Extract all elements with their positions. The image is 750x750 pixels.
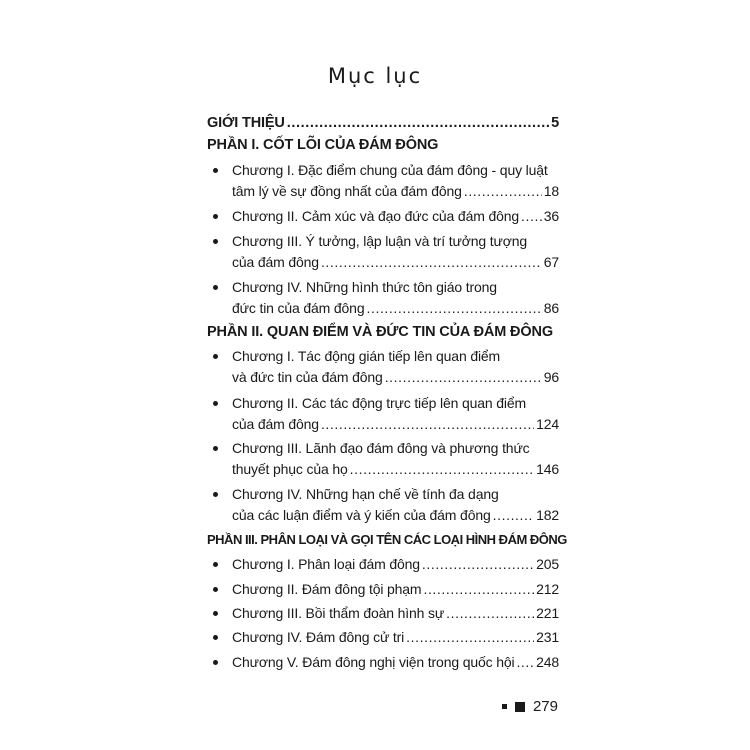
toc-line xyxy=(207,393,559,414)
bullet-icon xyxy=(213,492,218,497)
toc-line xyxy=(207,529,567,550)
dot-leader xyxy=(366,298,541,319)
toc-page-number: 221 xyxy=(536,605,559,621)
toc-entry-text: tâm lý về sự đồng nhất của đám đông xyxy=(232,183,462,199)
toc-chapter-entry xyxy=(207,652,559,673)
bullet-icon xyxy=(213,354,218,359)
square-icon xyxy=(515,702,525,712)
toc-part-heading xyxy=(207,322,559,343)
bullet-icon xyxy=(213,285,218,290)
page-title: Mục lục xyxy=(327,64,423,88)
dot-leader xyxy=(287,113,549,134)
toc-page-number: 231 xyxy=(536,629,559,645)
toc-entry-text: của các luận điểm và ý kiến của đám đông xyxy=(232,507,491,523)
dot-leader xyxy=(516,652,534,673)
toc-part-heading xyxy=(207,135,559,156)
toc-chapter-entry xyxy=(207,206,559,227)
toc-page-number: 67 xyxy=(543,254,559,270)
toc-entry-text: GIỚI THIỆU xyxy=(207,115,285,131)
toc-entry-text: đức tin của đám đông xyxy=(232,300,365,316)
toc-line xyxy=(207,322,559,343)
toc-page-number: 124 xyxy=(536,416,559,432)
toc-line xyxy=(207,298,559,319)
dot-leader xyxy=(321,252,542,273)
bullet-icon xyxy=(213,587,218,592)
toc-entry-text: và đức tin của đám đông xyxy=(232,369,383,385)
toc-page-number: 248 xyxy=(536,654,559,670)
toc-part-heading xyxy=(207,113,559,134)
toc-chapter-entry xyxy=(207,603,559,624)
toc-entry-text: Chương II. Các tác động trực tiếp lên quan điểm xyxy=(232,395,527,411)
toc-page-number: 18 xyxy=(543,183,559,199)
toc-line xyxy=(207,113,559,134)
toc-entry-text: Chương V. Đám đông nghị viện trong quốc hội xyxy=(232,654,515,670)
toc-entry-text: Chương II. Cảm xúc và đạo đức của đám đông xyxy=(232,208,519,224)
toc-page-number: 146 xyxy=(536,461,559,477)
bullet-icon xyxy=(213,562,218,567)
toc-line xyxy=(207,414,559,435)
toc-entry-text: Chương IV. Đám đông cử tri xyxy=(232,629,405,645)
small-square-icon xyxy=(502,704,507,709)
toc-part-heading xyxy=(207,529,567,550)
toc-chapter-entry xyxy=(207,554,559,575)
toc-entry-text: của đám đông xyxy=(232,416,319,432)
toc-entry-text: của đám đông xyxy=(232,254,319,270)
toc-chapter-entry xyxy=(207,438,559,480)
toc-line xyxy=(207,135,559,156)
toc-line xyxy=(207,579,559,600)
toc-chapter-entry xyxy=(207,231,559,273)
bullet-icon xyxy=(213,611,218,616)
toc-chapter-entry xyxy=(207,579,559,600)
toc-line xyxy=(207,346,559,367)
toc-line xyxy=(207,160,559,181)
toc-line xyxy=(207,252,559,273)
bullet-icon xyxy=(213,401,218,406)
toc-chapter-entry xyxy=(207,346,559,388)
toc-line xyxy=(207,438,559,459)
toc-entry-text: PHẦN III. PHÂN LOẠI VÀ GỌI TÊN CÁC LOẠI HÌNH ĐÁM ĐÔNG xyxy=(207,532,567,547)
toc-chapter-entry xyxy=(207,393,559,435)
toc-page-number: 5 xyxy=(551,115,559,131)
toc-entry-text: Chương I. Tác động gián tiếp lên quan điểm xyxy=(232,348,501,364)
toc-line xyxy=(207,206,559,227)
toc-entry-text: thuyết phục của họ xyxy=(232,461,348,477)
dot-leader xyxy=(406,627,534,648)
toc-chapter-entry xyxy=(207,160,559,202)
toc-chapter-entry xyxy=(207,484,559,526)
toc-entry-text: Chương III. Lãnh đạo đám đông và phương thức xyxy=(232,440,530,456)
toc-entry-text: Chương III. Ý tưởng, lập luận và trí tưởng tượng xyxy=(232,233,528,249)
bullet-icon xyxy=(213,168,218,173)
dot-leader xyxy=(446,603,534,624)
toc-entry-text: Chương I. Đặc điểm chung của đám đông - quy luật xyxy=(232,162,548,178)
toc-entry-text: PHẦN I. CỐT LÕI CỦA ĐÁM ĐÔNG xyxy=(207,137,439,153)
toc-entry-text: PHẦN II. QUAN ĐIỂM VÀ ĐỨC TIN CỦA ĐÁM ĐÔNG xyxy=(207,324,553,340)
page-footer xyxy=(502,698,558,715)
bullet-icon xyxy=(213,446,218,451)
toc-line xyxy=(207,603,559,624)
toc-page-number: 212 xyxy=(536,581,559,597)
toc-page-number: 205 xyxy=(536,556,559,572)
toc-line xyxy=(207,231,559,252)
dot-leader xyxy=(321,414,534,435)
toc-entry-text: Chương IV. Những hình thức tôn giáo trong xyxy=(232,279,497,295)
page-number: 279 xyxy=(532,698,558,715)
toc-line xyxy=(207,484,559,505)
toc-entry-text: Chương IV. Những hạn chế về tính đa dạng xyxy=(232,486,499,502)
toc-line xyxy=(207,181,559,202)
toc-chapter-entry xyxy=(207,277,559,319)
toc-page-number: 96 xyxy=(543,369,559,385)
bullet-icon xyxy=(213,660,218,665)
bullet-icon xyxy=(213,239,218,244)
toc-line xyxy=(207,459,559,480)
dot-leader xyxy=(464,181,542,202)
dot-leader xyxy=(422,554,534,575)
dot-leader xyxy=(350,459,534,480)
toc-line xyxy=(207,277,559,298)
toc-line xyxy=(207,554,559,575)
toc-page-number: 36 xyxy=(543,208,559,224)
toc-chapter-entry xyxy=(207,627,559,648)
bullet-icon xyxy=(213,635,218,640)
bullet-icon xyxy=(213,214,218,219)
dot-leader xyxy=(385,367,542,388)
dot-leader xyxy=(493,505,534,526)
toc-line xyxy=(207,367,559,388)
dot-leader xyxy=(521,206,542,227)
toc-page-number: 86 xyxy=(543,300,559,316)
toc-entry-text: Chương III. Bồi thẩm đoàn hình sự xyxy=(232,605,445,621)
toc-entry-text: Chương I. Phân loại đám đông xyxy=(232,556,420,572)
toc-line xyxy=(207,505,559,526)
toc-line xyxy=(207,627,559,648)
toc-page-number: 182 xyxy=(536,507,559,523)
toc-entry-text: Chương II. Đám đông tội phạm xyxy=(232,581,422,597)
toc-line xyxy=(207,652,559,673)
dot-leader xyxy=(423,579,534,600)
